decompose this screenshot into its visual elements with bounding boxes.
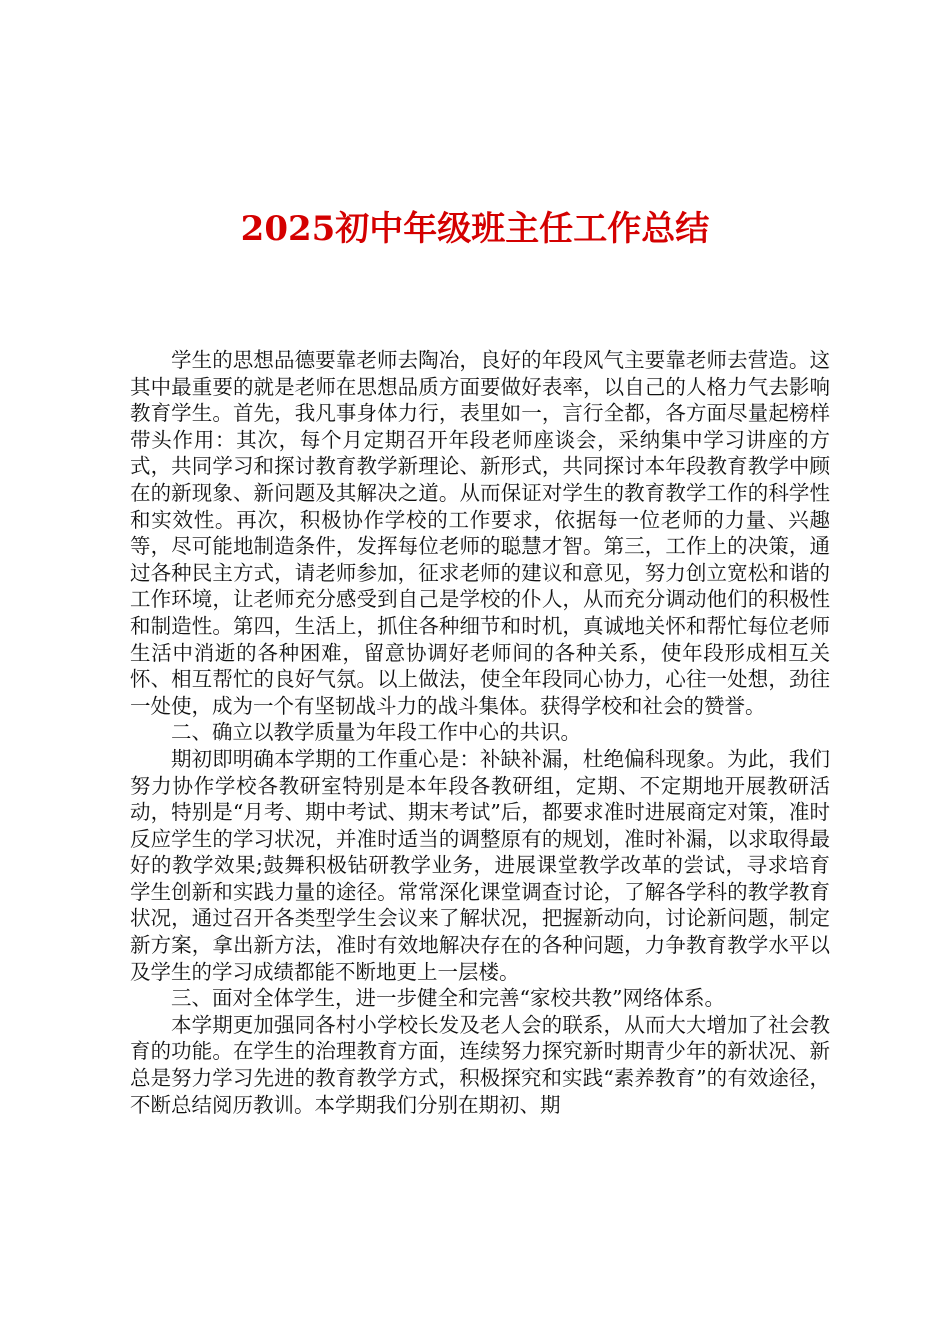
paragraph-3: 本学期更加强同各村小学校长发及老人会的联系，从而大大增加了社会教育的功能。在学生的治理教育方面，连续努力探究新时期青少年的新状况、新总是努力学习先进的教育教学方式，积极探究和实践“素养教育”的有效途径，不断总结阅历教训。本学期我们分别在期初、期 [130,1012,830,1117]
section-heading-2: 二、确立以教学质量为年段工作中心的共识。 [171,720,581,745]
paragraph-1: 学生的思想品德要靠老师去陶冶，良好的年段风气主要靠老师去营造。这其中最重要的就是老师在思想品质方面要做好表率，以自己的人格力气去影响教育学生。首先，我凡事身体力行，表里如一，言行全都，各方面尽量起榜样带头作用：其次，每个月定期召开年段老师座谈会，采纳集中学习讲座的方式，共同学习和探讨教育教学新理论、新形式，共同探讨本年段教育教学中顾在的新现象、新问题及其解决之道。从而保证对学生的教育教学工作的科学性和实效性。再次，积极协作学校的工作要求，依据每一位老师的力量、兴趣等，尽可能地制造条件，发挥每位老师的聪慧才智。第三，工作上的决策，通过各种民主方式，请老师参加，征求老师的建议和意见，努力创立宽松和谐的工作环境，让老师充分感受到自己是学校的仆人，从而充分调动他们的积极性和制造性。第四，生活上，抓住各种细节和时机，真诚地关怀和帮忙每位老师生活中消逝的各种困难，留意协调好老师间的各种关系，使年段形成相互关怀、相互帮忙的良好气氛。以上做法，使全年段同心协力，心往一处想，劲往一处使，成为一个有坚韧战斗力的战斗集体。获得学校和社会的赞誉。 [130,348,830,718]
document-title: 2025初中年级班主任工作总结 [240,209,710,249]
section-heading-3: 三、面对全体学生，进一步健全和完善“家校共教”网络体系。 [171,986,725,1011]
document-body [130,347,830,1118]
paragraph-2: 期初即明确本学期的工作重心是：补缺补漏，杜绝偏科现象。为此，我们努力协作学校各教研室特别是本年段各教研组，定期、不定期地开展教研活动，特别是“月考、期中考试、期末考试”后，都要求准时进展商定对策，准时反应学生的学习状况，并准时适当的调整原有的规划，准时补漏，以求取得最好的教学效果;鼓舞积极钻研教学业务，进展课堂教学改革的尝试，寻求培育学生创新和实践力量的途径。常常深化课堂调查讨论，了解各学科的教学教育状况，通过召开各类型学生会议来了解状况，把握新动向，讨论新问题，制定新方案，拿出新方法，准时有效地解决存在的各种问题，力争教育教学水平以及学生的学习成绩都能不断地更上一层楼。 [130,746,830,984]
